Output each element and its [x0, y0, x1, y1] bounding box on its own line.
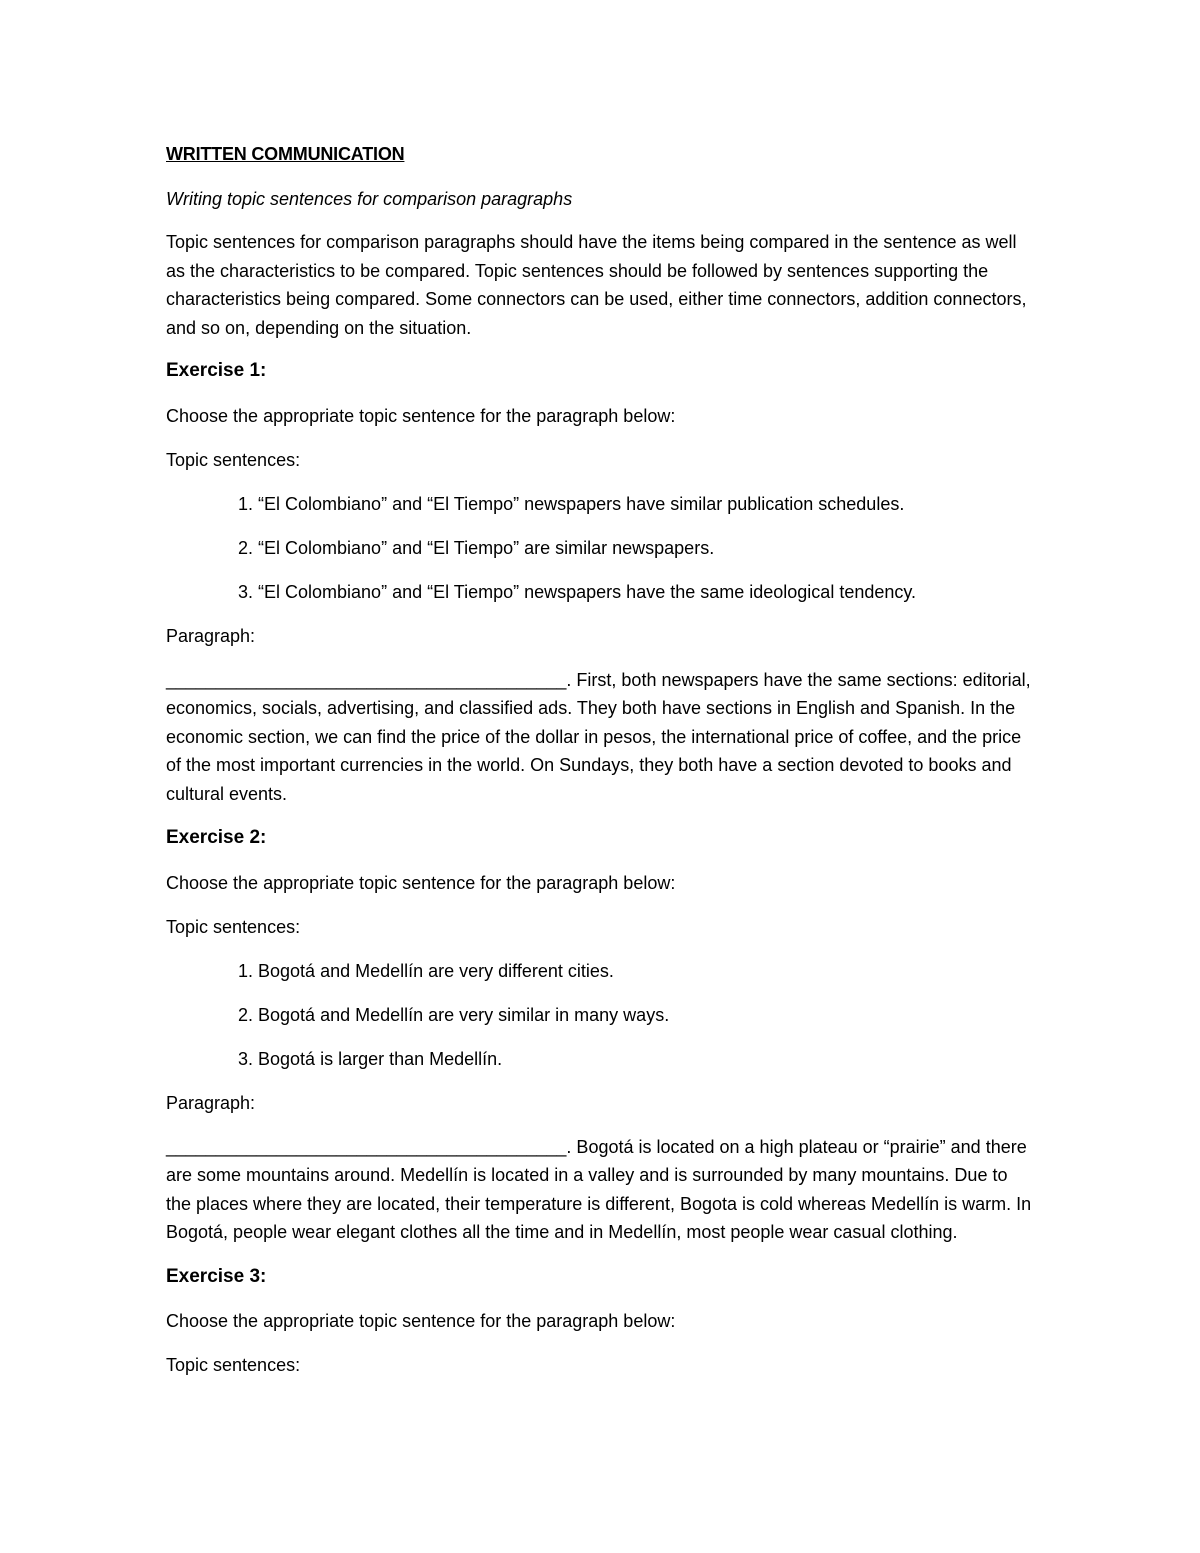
option-item: 1. Bogotá and Medellín are very different cities. [238, 960, 614, 981]
paragraph-label: Paragraph: [166, 625, 256, 646]
exercise-paragraph: ________________________________________. First, both newspapers have the same sections: editorial, economics, socials, advertising, and classified ads. They both have sections in English and Spanish. In the economic section, we can find the price of the dollar in pesos, the international price of coffee, and the price of the most important currencies in the world. On Sundays, they both have a section devoted to books and cultural events. [166, 669, 1031, 804]
option-item: 2. Bogotá and Medellín are very similar in many ways. [238, 1004, 670, 1025]
topic-sentence-options [166, 957, 1036, 1074]
exercise-heading: Exercise 3: [166, 1265, 267, 1287]
exercise-3 [166, 1263, 1036, 1380]
intro-paragraph: Topic sentences for comparison paragraphs should have the items being compared in the sentence as well as the characteristics to be compared. Topic sentences should be followed by sentences supporting the characteristics being compared. Some connectors can be used, either time connectors, addition connectors, and so on, depending on the situation. [166, 232, 1027, 338]
document-subtitle: Writing topic sentences for comparison paragraphs [166, 188, 573, 209]
topic-sentence-options [166, 490, 1036, 607]
document-title: WRITTEN COMMUNICATION [166, 144, 405, 164]
exercise-paragraph: ________________________________________. Bogotá is located on a high plateau or “prairie” and there are some mountains around. Medellín is located in a valley and is surrounded by many mountains. Due to the places where they are located, their temperature is different, Bogota is cold whereas Medellín is warm. In Bogotá, people wear elegant clothes all the time and in Medellín, most people wear casual clothing. [166, 1136, 1032, 1242]
exercise-2 [166, 824, 1036, 1247]
exercise-heading: Exercise 2: [166, 827, 267, 848]
exercise-instruction: Choose the appropriate topic sentence for the paragraph below: [166, 872, 676, 893]
options-label: Topic sentences: [166, 449, 301, 470]
document-body [166, 140, 1036, 1395]
option-item: 3. Bogotá is larger than Medellín. [238, 1048, 503, 1069]
option-item: 2. “El Colombiano” and “El Tiempo” are similar newspapers. [238, 537, 715, 558]
exercise-instruction: Choose the appropriate topic sentence for the paragraph below: [166, 1311, 676, 1331]
option-item: 1. “El Colombiano” and “El Tiempo” newspapers have similar publication schedules. [238, 493, 905, 514]
options-label: Topic sentences: [166, 1355, 301, 1375]
paragraph-label: Paragraph: [166, 1092, 256, 1113]
exercise-1 [166, 357, 1036, 808]
option-item: 3. “El Colombiano” and “El Tiempo” newspapers have the same ideological tendency. [238, 581, 917, 602]
exercise-heading: Exercise 1: [166, 360, 267, 381]
exercise-instruction: Choose the appropriate topic sentence for the paragraph below: [166, 405, 676, 426]
options-label: Topic sentences: [166, 916, 301, 937]
